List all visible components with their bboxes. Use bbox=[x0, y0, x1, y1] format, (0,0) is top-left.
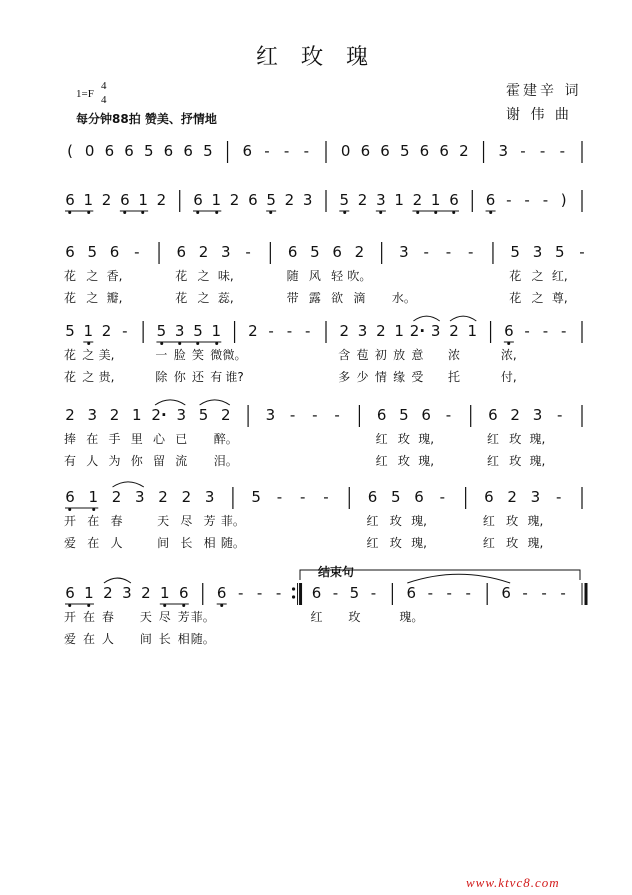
note: 6 bbox=[504, 322, 514, 340]
note: 2 · bbox=[151, 408, 166, 423]
lyric-syllable: 流 bbox=[175, 454, 188, 468]
note: 6 bbox=[414, 488, 424, 506]
note: 5 bbox=[193, 322, 203, 340]
note: 5 bbox=[399, 406, 409, 424]
note: 6 bbox=[332, 243, 342, 261]
lyric-syllable: 谁? bbox=[225, 370, 244, 384]
note: 2 bbox=[141, 584, 151, 602]
lyric-syllable: 之 bbox=[82, 348, 95, 362]
lyric-syllable: 之 bbox=[531, 291, 544, 305]
lyric-syllable: 浓, bbox=[500, 348, 517, 362]
note: 5 bbox=[198, 406, 209, 424]
dash-extension: - bbox=[289, 406, 296, 424]
lyric-syllable: 玫 bbox=[509, 432, 522, 446]
lyric-syllable: 红 bbox=[366, 536, 379, 550]
note: 6 bbox=[104, 142, 115, 160]
lyric-syllable: 手 bbox=[108, 432, 121, 446]
lyric-syllable: 玫 bbox=[397, 432, 410, 446]
lyric-syllable: 尽 bbox=[180, 514, 193, 528]
lyric-syllable: 花 bbox=[509, 291, 522, 305]
lyric-syllable: 随。 bbox=[190, 632, 215, 646]
note: 1 bbox=[83, 191, 94, 209]
dash-extension: - bbox=[370, 584, 377, 602]
lyric-syllable: 还 bbox=[191, 370, 205, 384]
note: 6 bbox=[178, 584, 189, 602]
lyric-syllable: 红 bbox=[482, 536, 495, 550]
lyric-syllable: 玫 bbox=[389, 514, 402, 528]
lyric-syllable: 瑰, bbox=[527, 536, 544, 550]
dash-extension: - bbox=[237, 584, 244, 602]
lyric-syllable: 味, bbox=[217, 269, 234, 283]
lyric-syllable: 你 bbox=[173, 370, 186, 384]
lyric-syllable: 之 bbox=[86, 291, 99, 305]
note: 6 bbox=[65, 243, 75, 261]
note: 6 bbox=[163, 142, 174, 160]
dash-extension: - bbox=[122, 322, 128, 340]
lyric-syllable: 花 bbox=[63, 269, 77, 283]
note: 6 bbox=[376, 406, 387, 424]
note: 3 bbox=[221, 243, 231, 261]
note: 2 bbox=[248, 322, 258, 340]
lyric-syllable: 尽 bbox=[158, 610, 171, 624]
lyric-syllable: 之 bbox=[197, 291, 210, 305]
lyric-syllable: 红 bbox=[486, 432, 499, 446]
note: 6 bbox=[360, 142, 371, 160]
dash-extension: - bbox=[520, 142, 526, 160]
note: 6 bbox=[65, 488, 75, 506]
dash-extension: - bbox=[542, 322, 549, 340]
meter-bottom: 4 bbox=[101, 94, 107, 106]
note: 3 bbox=[430, 322, 441, 340]
lyric-syllable: 长 bbox=[180, 536, 193, 550]
note: 2 bbox=[510, 406, 520, 424]
note: 2 bbox=[459, 142, 469, 160]
dash-extension: - bbox=[522, 584, 528, 602]
dash-extension: - bbox=[560, 584, 566, 602]
note: 6 bbox=[449, 191, 459, 209]
note: 3 bbox=[532, 406, 543, 424]
lyric-syllable: 醉。 bbox=[213, 432, 238, 446]
lyric-syllable: 随 bbox=[286, 269, 299, 283]
note: 6 bbox=[406, 584, 417, 602]
dash-extension: - bbox=[256, 584, 263, 602]
note: 1 bbox=[467, 322, 478, 340]
lyric-syllable: 春 bbox=[110, 514, 123, 528]
lyric-syllable: 付, bbox=[500, 370, 517, 384]
note: 2 bbox=[101, 191, 112, 209]
note: 5 bbox=[156, 322, 167, 340]
lyric-syllable: 长 bbox=[158, 632, 171, 646]
note: 1 bbox=[211, 322, 222, 340]
note: 1 bbox=[83, 322, 94, 340]
lyric-syllable: 受 bbox=[411, 370, 424, 384]
dash-extension: - bbox=[524, 322, 530, 340]
lyric-syllable: 有 bbox=[210, 370, 223, 384]
lyric-syllable: 花 bbox=[63, 348, 77, 362]
lyric-syllable: 开 bbox=[63, 610, 77, 624]
lyric-syllable: 少 bbox=[356, 370, 369, 384]
dash-extension: - bbox=[334, 406, 340, 424]
note: 6 bbox=[242, 142, 252, 160]
note: 6 bbox=[287, 243, 298, 261]
note: 6 bbox=[439, 142, 449, 160]
note: 1 bbox=[132, 406, 142, 424]
lyric-syllable: 水。 bbox=[391, 291, 416, 305]
note: 5 bbox=[65, 322, 75, 340]
lyric-syllable: 贵, bbox=[98, 370, 115, 384]
note: 5 bbox=[203, 142, 213, 160]
lyric-syllable: 放 bbox=[393, 348, 406, 362]
dash-extension: - bbox=[276, 488, 283, 506]
note: 3 bbox=[530, 488, 541, 506]
note: 1 bbox=[430, 191, 441, 209]
note: 2 bbox=[103, 584, 113, 602]
note: 5 bbox=[251, 488, 261, 506]
lyric-syllable: 瑰, bbox=[411, 536, 427, 550]
lyric-syllable: 爱 bbox=[63, 632, 77, 646]
lyric-syllable: 之 bbox=[86, 269, 99, 283]
dash-extension: - bbox=[283, 142, 290, 160]
lyric-syllable: 苞 bbox=[356, 348, 369, 362]
lyric-syllable: 你 bbox=[130, 454, 143, 468]
lyric-syllable: 玫 bbox=[509, 454, 522, 468]
lyric-syllable: 留 bbox=[153, 454, 166, 468]
dash-extension: - bbox=[300, 488, 306, 506]
dash-extension: - bbox=[556, 488, 562, 506]
note: 1 bbox=[211, 191, 222, 209]
note: 2 bbox=[284, 191, 295, 209]
lyric-syllable: 尊, bbox=[551, 291, 568, 305]
note: 1 bbox=[138, 191, 148, 209]
note: 3 bbox=[204, 488, 215, 506]
note: 2 bbox=[354, 243, 365, 261]
slur bbox=[200, 400, 230, 405]
note: 1 bbox=[160, 584, 170, 602]
note: 5 bbox=[266, 191, 276, 209]
watermark: www.ktvc8.com bbox=[466, 875, 560, 890]
lyric-syllable: 玫 bbox=[506, 514, 519, 528]
lyric-syllable: 已 bbox=[175, 432, 188, 446]
note: 2 bbox=[156, 191, 167, 209]
note: 2 bbox=[65, 406, 75, 424]
note: 3 bbox=[265, 406, 276, 424]
lyric-syllable: 红 bbox=[375, 454, 388, 468]
note: 3 bbox=[174, 322, 185, 340]
lyric-syllable: 轻 bbox=[331, 269, 344, 283]
note: 6 bbox=[367, 488, 378, 506]
meter-top: 4 bbox=[101, 80, 107, 92]
note: 3 bbox=[302, 191, 313, 209]
lyric-syllable: 芳 bbox=[177, 610, 190, 624]
note: 0 bbox=[340, 142, 351, 160]
dash-extension: - bbox=[446, 584, 452, 602]
lyric-syllable: 情 bbox=[374, 370, 387, 384]
lyric-syllable: 笑 bbox=[191, 348, 205, 362]
tempo-marking: 每分钟88拍 赞美、抒情地 bbox=[76, 112, 217, 126]
dash-extension: - bbox=[560, 322, 567, 340]
lyric-syllable: 瑰, bbox=[418, 454, 435, 468]
dash-extension: - bbox=[559, 142, 566, 160]
lyric-syllable: 泪。 bbox=[213, 454, 238, 468]
lyric-syllable: 风 bbox=[308, 269, 321, 283]
note: 6 bbox=[380, 142, 390, 160]
dash-extension: - bbox=[268, 322, 274, 340]
lyric-syllable: 红 bbox=[482, 514, 495, 528]
lyric-syllable: 瓣, bbox=[106, 291, 123, 305]
lyric-syllable: 之 bbox=[531, 269, 544, 283]
slur bbox=[155, 400, 185, 405]
note: 6 bbox=[484, 488, 494, 506]
lyric-syllable: 有 bbox=[63, 454, 77, 468]
note: 3 bbox=[87, 406, 98, 424]
dash-extension: - bbox=[467, 243, 474, 261]
dash-extension: - bbox=[439, 488, 446, 506]
note: 1 bbox=[394, 191, 404, 209]
note: 6 bbox=[65, 191, 75, 209]
lyric-syllable: 菲。 bbox=[220, 514, 245, 528]
dash-extension: - bbox=[245, 243, 251, 261]
lyric-syllable: 在 bbox=[86, 432, 99, 446]
note: 3 bbox=[399, 243, 409, 261]
lyric-syllable: 人 bbox=[110, 536, 123, 550]
lyric-syllable: 瑰, bbox=[411, 514, 427, 528]
note: 5 bbox=[391, 488, 401, 506]
note: 6 bbox=[421, 406, 431, 424]
note: 3 bbox=[357, 322, 368, 340]
lyric-syllable: 瑰, bbox=[527, 514, 544, 528]
dash-extension: - bbox=[506, 191, 512, 209]
lyric-syllable: 脸 bbox=[173, 348, 186, 362]
lyric-syllable: 间 bbox=[157, 536, 170, 550]
note: 2 bbox=[449, 322, 459, 340]
lyric-syllable: 相 bbox=[203, 536, 216, 550]
lyric-syllable: 花 bbox=[63, 370, 77, 384]
note: 3 bbox=[135, 488, 145, 506]
note: 2 bbox=[412, 191, 423, 209]
lyric-syllable: 微。 bbox=[222, 348, 247, 362]
note: 2 bbox=[339, 322, 350, 340]
note: 2 bbox=[158, 488, 168, 506]
dash-extension: - bbox=[286, 322, 293, 340]
note: 2 · bbox=[410, 324, 425, 339]
note: 2 bbox=[109, 406, 120, 424]
lyric-syllable: 红 bbox=[310, 610, 323, 624]
note: 6 bbox=[216, 584, 227, 602]
lyricist-credit: 霍建辛 词 bbox=[506, 83, 582, 99]
note: 6 bbox=[311, 584, 322, 602]
lyric-syllable: 滴 bbox=[353, 291, 366, 305]
song-title: 红 玫 瑰 bbox=[256, 45, 376, 70]
lyric-syllable: 瑰, bbox=[529, 454, 546, 468]
note: 6 bbox=[109, 243, 120, 261]
repeat-dot bbox=[292, 595, 295, 598]
lyric-syllable: 红, bbox=[551, 269, 568, 283]
lyric-syllable: 花 bbox=[509, 269, 522, 283]
lyric-syllable: 花 bbox=[175, 269, 188, 283]
dash-extension: - bbox=[312, 406, 318, 424]
lyric-syllable: 露 bbox=[308, 291, 321, 305]
lyric-syllable: 之 bbox=[197, 269, 210, 283]
note: 6 bbox=[124, 142, 134, 160]
dash-extension: - bbox=[445, 406, 452, 424]
lyric-syllable: 浓 bbox=[447, 348, 461, 362]
slur bbox=[104, 578, 131, 583]
note: 1 bbox=[84, 584, 94, 602]
lyric-syllable: 吹。 bbox=[347, 269, 372, 283]
dash-extension: - bbox=[134, 243, 140, 261]
lyric-syllable: 香, bbox=[106, 269, 123, 283]
lyric-syllable: 意 bbox=[411, 348, 424, 362]
lyric-syllable: 花 bbox=[175, 291, 188, 305]
lyric-syllable: 在 bbox=[87, 514, 100, 528]
note: 3 bbox=[176, 406, 187, 424]
note: 6 bbox=[65, 584, 75, 602]
note: 6 bbox=[485, 191, 496, 209]
composer-credit: 谢 伟 曲 bbox=[506, 107, 572, 123]
dash-extension: - bbox=[332, 584, 339, 602]
lyric-syllable: 心 bbox=[153, 432, 166, 446]
note: 5 bbox=[310, 243, 320, 261]
note: 6 bbox=[248, 191, 258, 209]
lyric-syllable: 间 bbox=[139, 632, 152, 646]
lyric-syllable: 托 bbox=[447, 370, 461, 384]
slur bbox=[413, 316, 439, 321]
dash-extension: - bbox=[275, 584, 282, 602]
note: 2 bbox=[101, 322, 112, 340]
note: 3 bbox=[122, 584, 132, 602]
lyric-syllable: 随。 bbox=[220, 536, 245, 550]
lyric-syllable: 玫 bbox=[389, 536, 402, 550]
note: 1 bbox=[394, 322, 404, 340]
repeat-dot bbox=[292, 587, 295, 590]
dash-extension: - bbox=[465, 584, 471, 602]
slur bbox=[113, 482, 144, 487]
slur bbox=[450, 316, 476, 321]
slur bbox=[407, 574, 510, 583]
dash-extension: - bbox=[304, 322, 311, 340]
lyric-syllable: 里 bbox=[130, 432, 143, 446]
note: 6 bbox=[419, 142, 430, 160]
lyric-syllable: 一 bbox=[155, 348, 168, 362]
lyric-syllable: 除 bbox=[155, 370, 168, 384]
lyric-syllable: 微 bbox=[210, 348, 223, 362]
lyric-syllable: 多 bbox=[338, 370, 351, 384]
parenthesis: ) bbox=[560, 191, 567, 209]
lyric-syllable: 红 bbox=[486, 454, 499, 468]
dash-extension: - bbox=[445, 243, 452, 261]
note: 5 bbox=[143, 142, 154, 160]
lyric-syllable: 红 bbox=[375, 432, 388, 446]
note: 0 bbox=[84, 142, 95, 160]
note: 1 bbox=[88, 488, 99, 506]
note: 3 bbox=[498, 142, 508, 160]
lyric-syllable: 在 bbox=[82, 610, 95, 624]
lyric-syllable: 在 bbox=[87, 536, 100, 550]
lyric-syllable: 爱 bbox=[63, 536, 77, 550]
dash-extension: - bbox=[579, 243, 585, 261]
lyric-syllable: 天 bbox=[139, 610, 152, 624]
lyric-syllable: 美, bbox=[98, 348, 115, 362]
key-signature: 1=F bbox=[76, 88, 94, 100]
dash-extension: - bbox=[541, 584, 547, 602]
lyric-syllable: 菲。 bbox=[190, 610, 215, 624]
lyric-syllable: 带 bbox=[286, 291, 299, 305]
note: 3 bbox=[376, 191, 386, 209]
lyric-syllable: 捧 bbox=[63, 432, 77, 446]
note: 2 bbox=[357, 191, 368, 209]
dash-extension: - bbox=[539, 142, 546, 160]
lyric-syllable: 瑰, bbox=[418, 432, 435, 446]
note: 6 bbox=[193, 191, 203, 209]
lyric-syllable: 之 bbox=[82, 370, 95, 384]
ending-label: 结束句 bbox=[318, 565, 355, 579]
lyric-syllable: 瑰。 bbox=[399, 610, 424, 624]
note: 5 bbox=[349, 584, 360, 602]
note: 5 bbox=[554, 243, 565, 261]
lyric-syllable: 初 bbox=[374, 348, 387, 362]
dash-extension: - bbox=[323, 488, 329, 506]
lyric-syllable: 人 bbox=[86, 454, 99, 468]
lyric-syllable: 天 bbox=[157, 514, 170, 528]
lyric-syllable: 蕊, bbox=[217, 291, 234, 305]
note: 6 bbox=[501, 584, 511, 602]
lyric-syllable: 芳 bbox=[203, 514, 216, 528]
note: 5 bbox=[339, 191, 350, 209]
dash-extension: - bbox=[303, 142, 310, 160]
lyric-syllable: 为 bbox=[108, 454, 121, 468]
lyric-syllable: 玫 bbox=[348, 610, 361, 624]
note: 3 bbox=[532, 243, 543, 261]
dash-extension: - bbox=[524, 191, 530, 209]
lyric-syllable: 相 bbox=[177, 632, 190, 646]
lyric-syllable: 含 bbox=[338, 348, 351, 362]
lyric-syllable: 玫 bbox=[506, 536, 519, 550]
dash-extension: - bbox=[427, 584, 433, 602]
lyric-syllable: 玫 bbox=[397, 454, 410, 468]
note: 2 bbox=[507, 488, 517, 506]
note: 5 bbox=[399, 142, 410, 160]
lyric-syllable: 缘 bbox=[393, 370, 406, 384]
note: 5 bbox=[510, 243, 520, 261]
note: 2 bbox=[221, 406, 231, 424]
lyric-syllable: 瑰, bbox=[529, 432, 546, 446]
lyric-syllable: 在 bbox=[82, 632, 95, 646]
note: 2 bbox=[376, 322, 386, 340]
note: 5 bbox=[87, 243, 98, 261]
lyric-syllable: 花 bbox=[63, 291, 77, 305]
dash-extension: - bbox=[557, 406, 563, 424]
note: 6 bbox=[183, 142, 193, 160]
note: 6 bbox=[488, 406, 498, 424]
note: 2 bbox=[229, 191, 240, 209]
parenthesis: ( bbox=[67, 142, 73, 160]
note: 6 bbox=[120, 191, 130, 209]
lyric-syllable: 人 bbox=[101, 632, 114, 646]
lyric-syllable: 春 bbox=[101, 610, 114, 624]
note: 2 bbox=[111, 488, 122, 506]
note: 6 bbox=[176, 243, 187, 261]
dash-extension: - bbox=[542, 191, 549, 209]
lyric-syllable: 开 bbox=[63, 514, 77, 528]
lyric-syllable: 红 bbox=[366, 514, 379, 528]
lyric-syllable: 欲 bbox=[331, 291, 344, 305]
note: 2 bbox=[181, 488, 192, 506]
note: 2 bbox=[198, 243, 209, 261]
dash-extension: - bbox=[264, 142, 270, 160]
dash-extension: - bbox=[423, 243, 429, 261]
